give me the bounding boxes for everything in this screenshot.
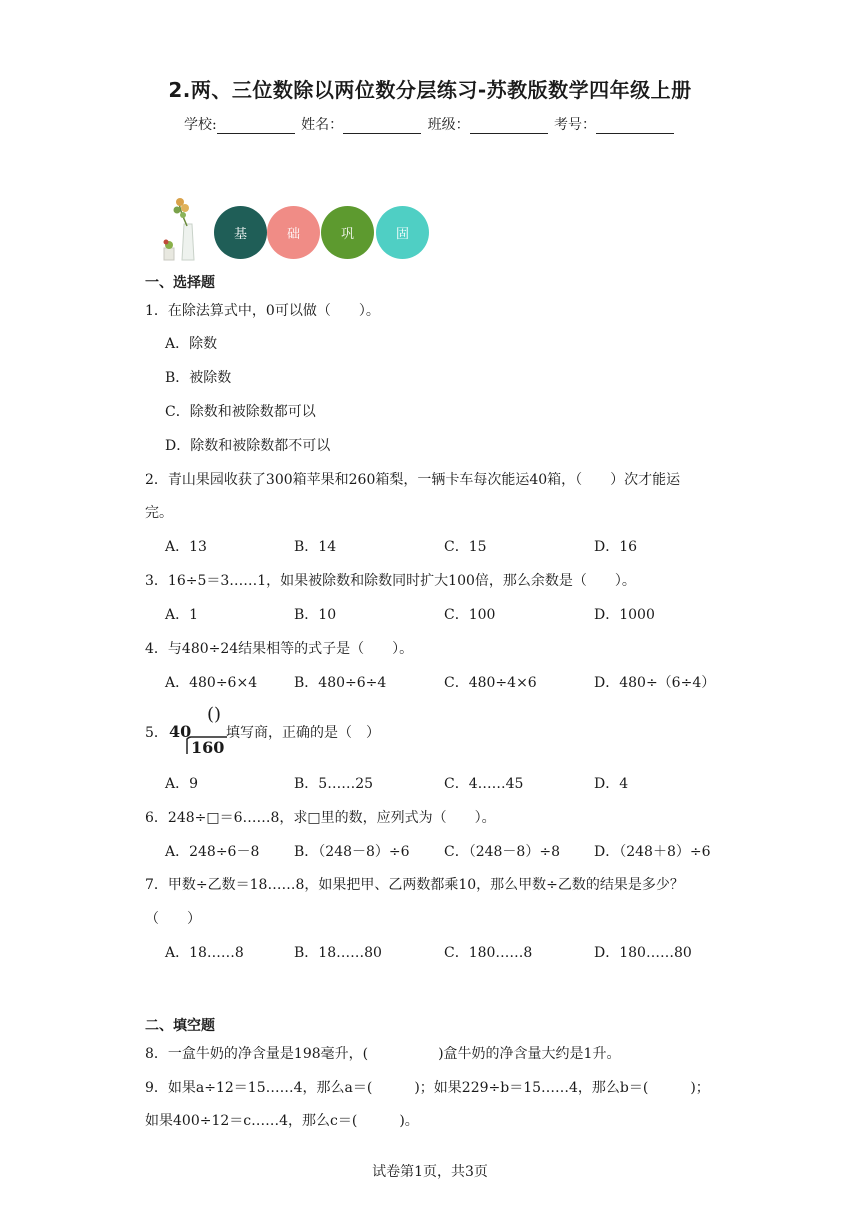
long-division-figure	[163, 706, 233, 756]
id-label: 考号：	[554, 117, 597, 133]
quotient-blank: ()	[207, 704, 222, 725]
name-label: 姓名：	[301, 117, 344, 133]
q2-option-a[interactable]: A．13	[165, 539, 207, 555]
class-label: 班级：	[427, 117, 470, 133]
student-info-line	[0, 114, 860, 134]
dividend: 160	[191, 738, 225, 757]
question-7: 7．甲数÷乙数＝18……8，如果把甲、乙两数都乘10，那么甲数÷乙数的结果是多少？	[145, 877, 684, 893]
question-7-cont: （ ）	[145, 911, 201, 927]
school-field[interactable]	[217, 119, 295, 134]
plant-vase-icon	[160, 196, 204, 262]
q1-option-d[interactable]: D．除数和被除数都不可以	[165, 438, 331, 454]
q2-option-d[interactable]: D．16	[594, 539, 638, 555]
question-5-number: 5．	[145, 725, 168, 741]
banner-circle-2: 础	[267, 206, 320, 259]
question-3: 3．16÷5＝3……1，如果被除数和除数同时扩大100倍，那么余数是（ ）。	[145, 573, 636, 589]
q7-option-a[interactable]: A．18……8	[165, 945, 244, 961]
q7-option-c[interactable]: C．180……8	[444, 945, 533, 961]
section-heading-fill: 二、填空题	[145, 1018, 215, 1034]
q6-option-b[interactable]: B．（248－8）÷6	[294, 844, 410, 860]
question-9-cont: 如果400÷12＝c……4，那么c＝( )。	[145, 1113, 419, 1129]
q3-option-b[interactable]: B．10	[294, 607, 337, 623]
q6-option-a[interactable]: A．248÷6－8	[165, 844, 260, 860]
question-4: 4．与480÷24结果相等的式子是（ ）。	[145, 641, 414, 657]
q2-option-b[interactable]: B．14	[294, 539, 337, 555]
q3-option-c[interactable]: C．100	[444, 607, 496, 623]
banner-circle-1: 基	[214, 206, 267, 259]
q4-option-d[interactable]: D．480÷（6÷4）	[594, 675, 716, 691]
question-2: 2．青山果园收获了300箱苹果和260箱梨，一辆卡车每次能运40箱，（ ）次才能运	[145, 472, 681, 488]
q5-option-d[interactable]: D．4	[594, 776, 629, 792]
q5-option-c[interactable]: C．4……45	[444, 776, 524, 792]
divisor: 40	[169, 722, 192, 741]
banner-circle-4: 固	[376, 206, 429, 259]
id-field[interactable]	[596, 119, 674, 134]
question-9: 9．如果a÷12＝15……4，那么a＝( )；如果229÷b＝15……4，那么b＝( )；	[145, 1080, 710, 1096]
school-label: 学校:	[183, 117, 217, 133]
q6-option-d[interactable]: D．（248＋8）÷6	[594, 844, 711, 860]
q5-option-a[interactable]: A．9	[165, 776, 199, 792]
question-1: 1．在除法算式中，0可以做（ ）。	[145, 303, 380, 319]
q1-option-c[interactable]: C．除数和被除数都可以	[165, 404, 316, 420]
q4-option-c[interactable]: C．480÷4×6	[444, 675, 537, 691]
q4-option-b[interactable]: B．480÷6÷4	[294, 675, 387, 691]
question-6: 6．248÷□＝6……8，求□里的数，应列式为（ ）。	[145, 810, 496, 826]
q1-option-b[interactable]: B．被除数	[165, 370, 232, 386]
question-5: 填写商，正确的是（ ）	[226, 725, 380, 741]
q6-option-c[interactable]: C．（248－8）÷8	[444, 844, 560, 860]
page-title: 2.两、三位数除以两位数分层练习-苏教版数学四年级上册	[168, 78, 692, 102]
q4-option-a[interactable]: A．480÷6×4	[165, 675, 258, 691]
q5-option-b[interactable]: B．5……25	[294, 776, 374, 792]
name-field[interactable]	[343, 119, 421, 134]
question-2-cont: 完。	[145, 505, 173, 521]
q3-option-a[interactable]: A．1	[165, 607, 199, 623]
q3-option-d[interactable]: D．1000	[594, 607, 655, 623]
class-field[interactable]	[470, 119, 548, 134]
q1-option-a[interactable]: A．除数	[165, 336, 218, 352]
question-8: 8．一盒牛奶的净含量是198毫升，( )盒牛奶的净含量大约是1升。	[145, 1046, 621, 1062]
q7-option-b[interactable]: B．18……80	[294, 945, 382, 961]
banner-circle-3: 巩	[321, 206, 374, 259]
section-heading-choice: 一、选择题	[145, 275, 215, 291]
page-footer: 试卷第1页，共3页	[372, 1164, 488, 1180]
q2-option-c[interactable]: C．15	[444, 539, 487, 555]
q7-option-d[interactable]: D．180……80	[594, 945, 692, 961]
section-banner	[160, 196, 440, 262]
